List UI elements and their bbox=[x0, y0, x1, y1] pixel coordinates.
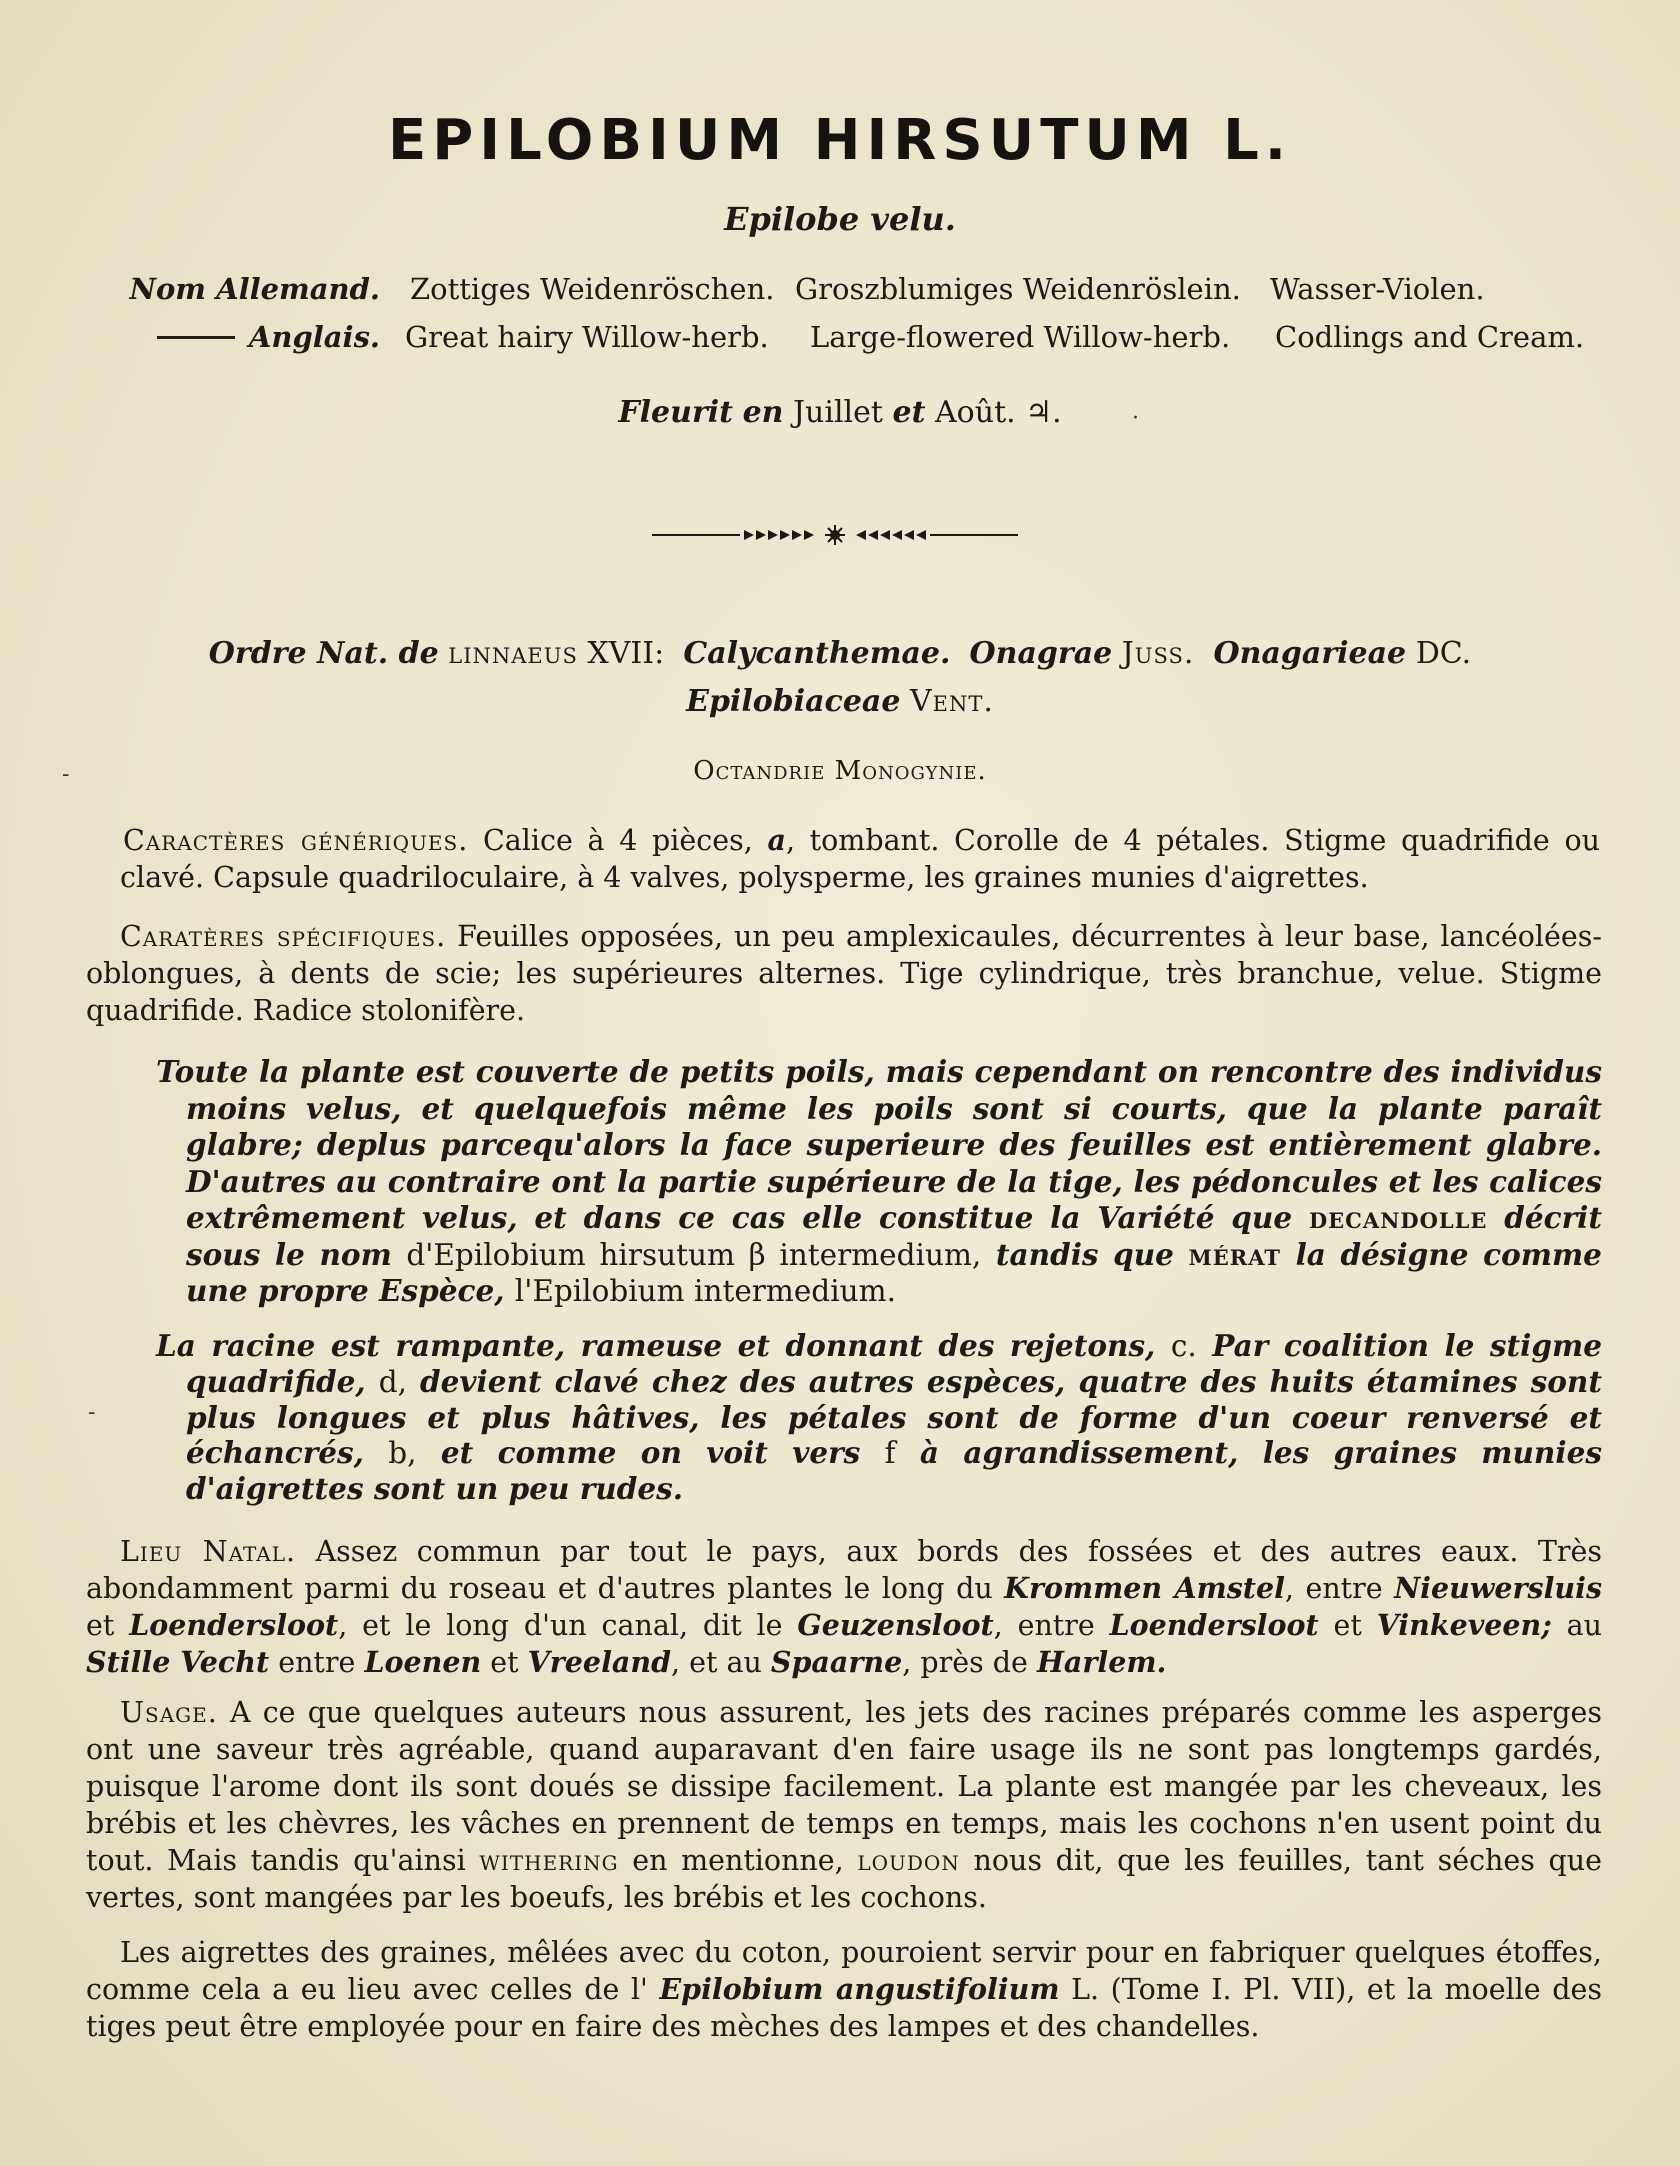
german-name-2: Groszblumiges Weidenröslein. bbox=[795, 272, 1241, 306]
german-name-3: Wasser-Violen. bbox=[1270, 272, 1485, 306]
habitat: Lieu Natal. Assez commun par tout le pays, aux bords des fossées et des autres eaux. Très abondamment parmi du roseau et d'autres plantes le long du Krommen Amstel, entre Nieuwersluis et Loendersloot, et le long d'un canal, dit le Geuzensloot, entre Loendersloot et Vinkeveen; au Stille Vecht entre Loenen et Vreeland, et au Spaarne, près de Harlem. bbox=[86, 1535, 1603, 1679]
english-name-1: Great hairy Willow-herb. bbox=[405, 320, 769, 354]
german-name-1: Zottiges Weidenröschen. bbox=[410, 272, 775, 306]
aigrettes-use: Les aigrettes des graines, mêlées avec du coton, pouroient servir pour en fabriquer quelques étoffes, comme cela a eu lieu avec celles de l' Epilobium angustifolium L. (Tome I. Pl. VII), et la moelle des tiges peut être employée pour en faire des mèches des lampes et des chandelles. bbox=[86, 1936, 1602, 2043]
ditto-dash bbox=[157, 336, 235, 339]
english-name-3: Codlings and Cream. bbox=[1275, 320, 1585, 354]
natural-order: Ordre Nat. de linnaeus XVII: Calycanthemae. Onagrae Juss. Onagarieae DC. Epilobiaceae Vent. bbox=[208, 636, 1472, 719]
classification: Octandrie Monogynie. bbox=[693, 756, 987, 786]
margin-mark: - bbox=[62, 762, 70, 787]
german-label: Nom Allemand. bbox=[129, 272, 380, 306]
note-root: La racine est rampante, rameuse et donnant des rejetons, c. Par coalition le stigme quadrifide, d, devient clavé chez des autres espèces, quatre des huits étamines sont plus longues et plus hâtives, les pétales sont de forme d'un coeur renversé et échancrés, b, et comme on voit vers f à agrandissement, les graines munies d'aigrettes sont un peu rudes. bbox=[156, 1328, 1602, 1506]
margin-mark: - bbox=[88, 1400, 96, 1425]
ornament-divider bbox=[652, 525, 1018, 545]
english-name-2: Large-flowered Willow-herb. bbox=[810, 320, 1231, 354]
page-title: EPILOBIUM HIRSUTUM L. bbox=[387, 108, 1293, 173]
english-label: Anglais. bbox=[120, 320, 380, 354]
perennial-symbol-icon: ♃. bbox=[1025, 395, 1062, 430]
margin-mark: · bbox=[1132, 406, 1139, 431]
flowering-line: Fleurit en Juillet et Août. ♃. bbox=[618, 395, 1062, 430]
page-subtitle: Epilobe velu. bbox=[724, 200, 956, 238]
usage: Usage. A ce que quelques auteurs nous assurent, les jets des racines préparés comme les asperges ont une saveur très agréable, quand auparavant d'en faire usage ils ne sont pas longtemps gardés, puisque l'arome dont ils sont doués se dissipe facilement. La plante est mangée par les cheveaux, les brébis et les chèvres, les vâches en prennent de temps en temps, mais les cochons n'en usent point du tout. Mais tandis qu'ainsi withering en mentionne, loudon nous dit, que les feuilles, tant séches que vertes, sont mangées par les boeufs, les brébis et les cochons. bbox=[86, 1696, 1602, 1914]
note-hairiness: Toute la plante est couverte de petits poils, mais cependant on rencontre des individus moins velus, et quelquefois même les poils sont si courts, que la plante paraît glabre; deplus parcequ'alors la face superieure des feuilles est entièrement glabre. D'autres au contraire ont la partie supérieure de la tige, les pédoncules et les calices extrêmement velus, et dans ce cas elle constitue la Variété que decandolle décrit sous le nom d'Epilobium hirsutum β intermedium, tandis que mérat la désigne comme une propre Espèce, l'Epilobium intermedium. bbox=[156, 1054, 1602, 1308]
specific-characters: Caratères spécifiques. Feuilles opposées, un peu amplexicaules, décurrentes à leur base, lancéolées-oblongues, à dents de scie; les supérieures alternes. Tige cylindrique, très branchue, velue. Stigme quadrifide. Radice stolonifère. bbox=[86, 920, 1602, 1027]
generic-characters: Caractères génériques. Calice à 4 pièces, a, tombant. Corolle de 4 pétales. Stigme quadrifide ou clavé. Capsule quadriloculaire, à 4 valves, polysperme, les graines munies d'aigrettes. bbox=[120, 823, 1600, 894]
